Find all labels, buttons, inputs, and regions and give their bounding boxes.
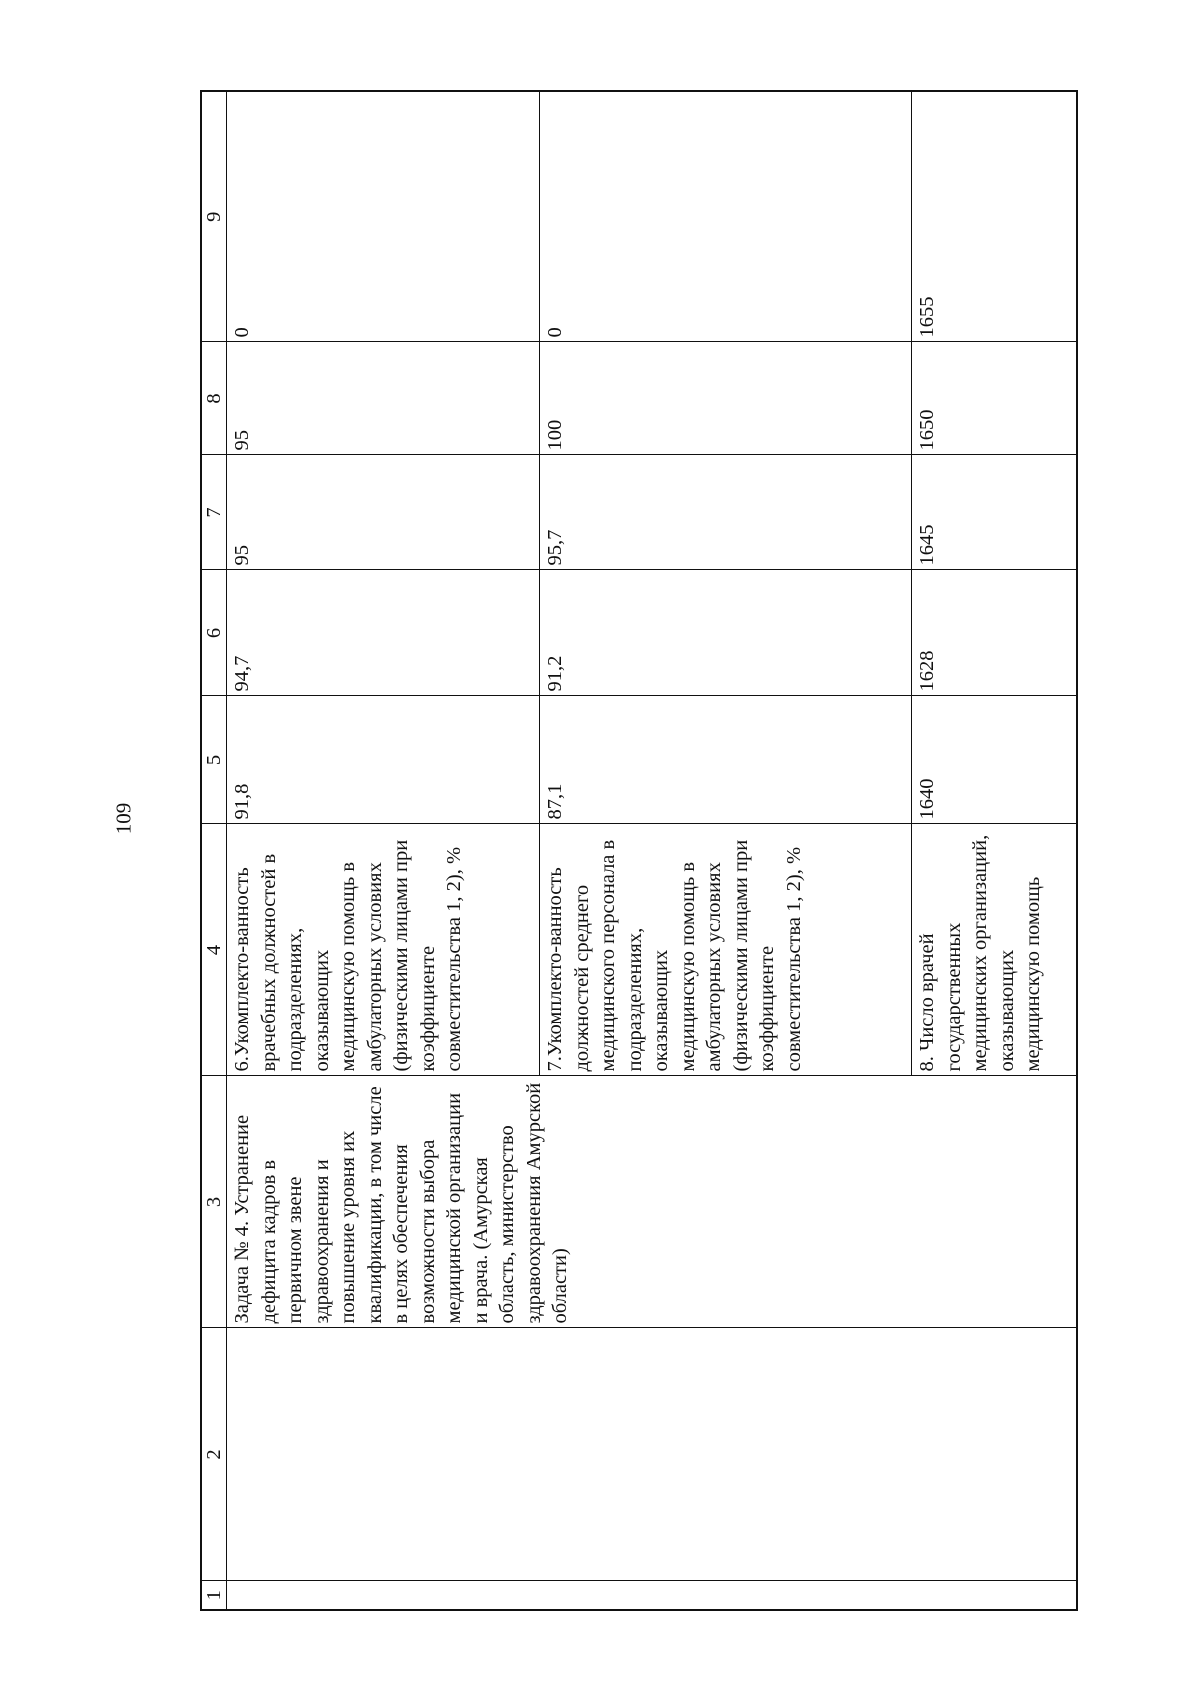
value-col7: 95 xyxy=(227,455,540,570)
header-row xyxy=(201,91,227,1610)
col-header-7: 7 xyxy=(201,455,227,570)
value-col8: 1650 xyxy=(912,342,1077,455)
col-header-2: 2 xyxy=(201,1328,227,1581)
table-row xyxy=(227,91,540,1610)
value-col5: 87,1 xyxy=(540,696,912,824)
rotated-table-wrapper xyxy=(200,92,1074,1611)
value-col9: 0 xyxy=(540,91,912,342)
col-header-1: 1 xyxy=(201,1581,227,1610)
value-col6: 94,7 xyxy=(227,570,540,696)
value-col8: 95 xyxy=(227,342,540,455)
value-col5: 1640 xyxy=(912,696,1077,824)
col-header-8: 8 xyxy=(201,342,227,455)
col-header-3: 3 xyxy=(201,1076,227,1328)
col2-cell xyxy=(227,1328,1077,1581)
indicator-cell: 6.Укомплекто-ванность врачебных должностей в подразделениях, оказывающих медицинскую помощь в амбулаторных условиях (физическими лицами при коэффициенте совместительства 1, 2), % xyxy=(227,824,540,1076)
col-header-5: 5 xyxy=(201,696,227,824)
value-col9: 1655 xyxy=(912,91,1077,342)
indicator-cell: 8. Число врачей государственных медицинских организаций, оказывающих медицинскую помощь xyxy=(912,824,1077,1076)
value-col6: 91,2 xyxy=(540,570,912,696)
col-header-6: 6 xyxy=(201,570,227,696)
value-col9: 0 xyxy=(227,91,540,342)
value-col5: 91,8 xyxy=(227,696,540,824)
page-number: 109 xyxy=(111,802,136,835)
value-col8: 100 xyxy=(540,342,912,455)
value-col7: 95,7 xyxy=(540,455,912,570)
value-col7: 1645 xyxy=(912,455,1077,570)
col-header-9: 9 xyxy=(201,91,227,342)
indicators-table xyxy=(200,90,1078,1611)
col1-cell xyxy=(227,1581,1077,1610)
col-header-4: 4 xyxy=(201,824,227,1076)
task-cell: Задача № 4. Устранение дефицита кадров в первичном звене здравоохранения и повышение уровня их квалификации, в том числе в целях обеспечения возможности выбора медицинской организации и врача. (Амурская область, министерство здравоохранения Амурской области) xyxy=(227,1076,1077,1328)
indicator-cell: 7.Укомплекто-ванность должностей среднего медицинского персонала в подразделениях, оказывающих медицинскую помощь в амбулаторных условиях (физическими лицами при коэффициенте совместительства 1, 2), % xyxy=(540,824,912,1076)
value-col6: 1628 xyxy=(912,570,1077,696)
